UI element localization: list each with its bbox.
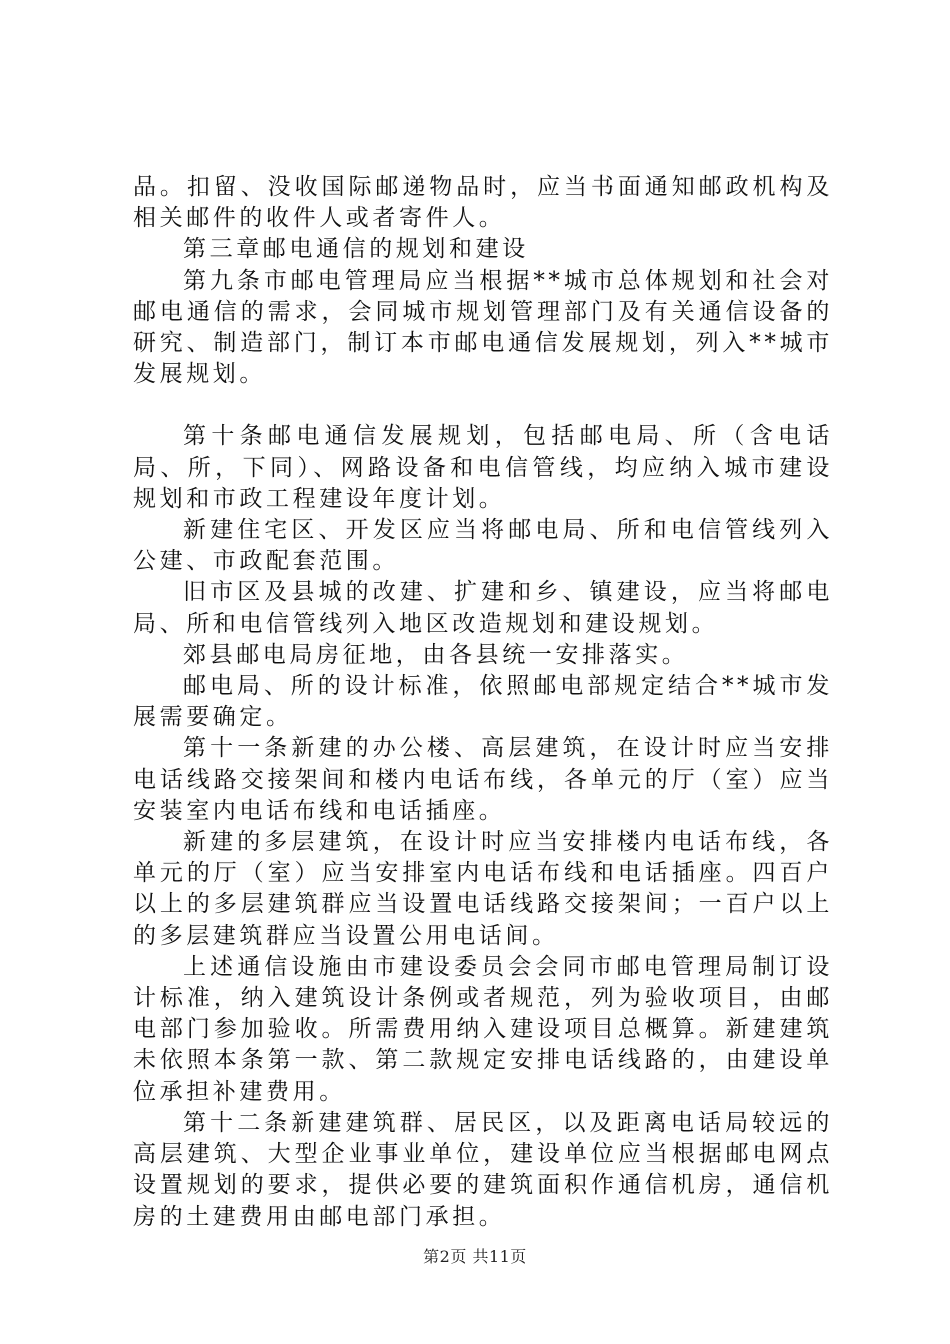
document-body (133, 172, 833, 1233)
chapter-heading: 第三章邮电通信的规划和建设 (183, 236, 529, 263)
article-9-paragraph: 第九条市邮电管理局应当根据**城市总体规划和社会对邮电通信的需求，会同城市规划管理部门及有关通信设备的研究、制造部门，制订本市邮电通信发展规划，列入**城市发展规划。 (133, 267, 833, 388)
article-12-paragraph: 第十二条新建建筑群、居民区，以及距离电话局较远的高层建筑、大型企业事业单位，建设单位应当根据邮电网点设置规划的要求，提供必要的建筑面积作通信机房，通信机房的土建费用由邮电部门承担。 (133, 1109, 833, 1230)
page-number-footer: 第2页 共11页 (423, 1247, 527, 1266)
article-11-paragraph: 第十一条新建的办公楼、高层建筑，在设计时应当安排电话线路交接架间和楼内电话布线，各单元的厅（室）应当安装室内电话布线和电话插座。 (133, 735, 833, 824)
paragraph: 新建的多层建筑，在设计时应当安排楼内电话布线，各单元的厅（室）应当安排室内电话布线和电话插座。四百户以上的多层建筑群应当设置电话线路交接架间；一百户以上的多层建筑群应当设置公用电话间。 (133, 829, 833, 949)
paragraph: 郊县邮电局房征地，由各县统一安排落实。 (183, 641, 689, 668)
paragraph: 邮电局、所的设计标准，依照邮电部规定结合**城市发展需要确定。 (133, 673, 833, 731)
paragraph: 新建住宅区、开发区应当将邮电局、所和电信管线列入公建、市政配套范围。 (133, 517, 833, 575)
article-10-paragraph: 第十条邮电通信发展规划，包括邮电局、所（含电话局、所，下同）、网路设备和电信管线，均应纳入城市建设规划和市政工程建设年度计划。 (133, 423, 833, 512)
paragraph-continuation: 品。扣留、没收国际邮递物品时，应当书面通知邮政机构及相关邮件的收件人或者寄件人。 (133, 174, 833, 232)
paragraph: 上述通信设施由市建设委员会会同市邮电管理局制订设计标准，纳入建筑设计条例或者规范，列为验收项目，由邮电部门参加验收。所需费用纳入建设项目总概算。新建建筑未依照本条第一款、第二款规定安排电话线路的，由建设单位承担补建费用。 (133, 953, 833, 1105)
paragraph: 旧市区及县城的改建、扩建和乡、镇建设，应当将邮电局、所和电信管线列入地区改造规划和建设规划。 (133, 579, 833, 637)
